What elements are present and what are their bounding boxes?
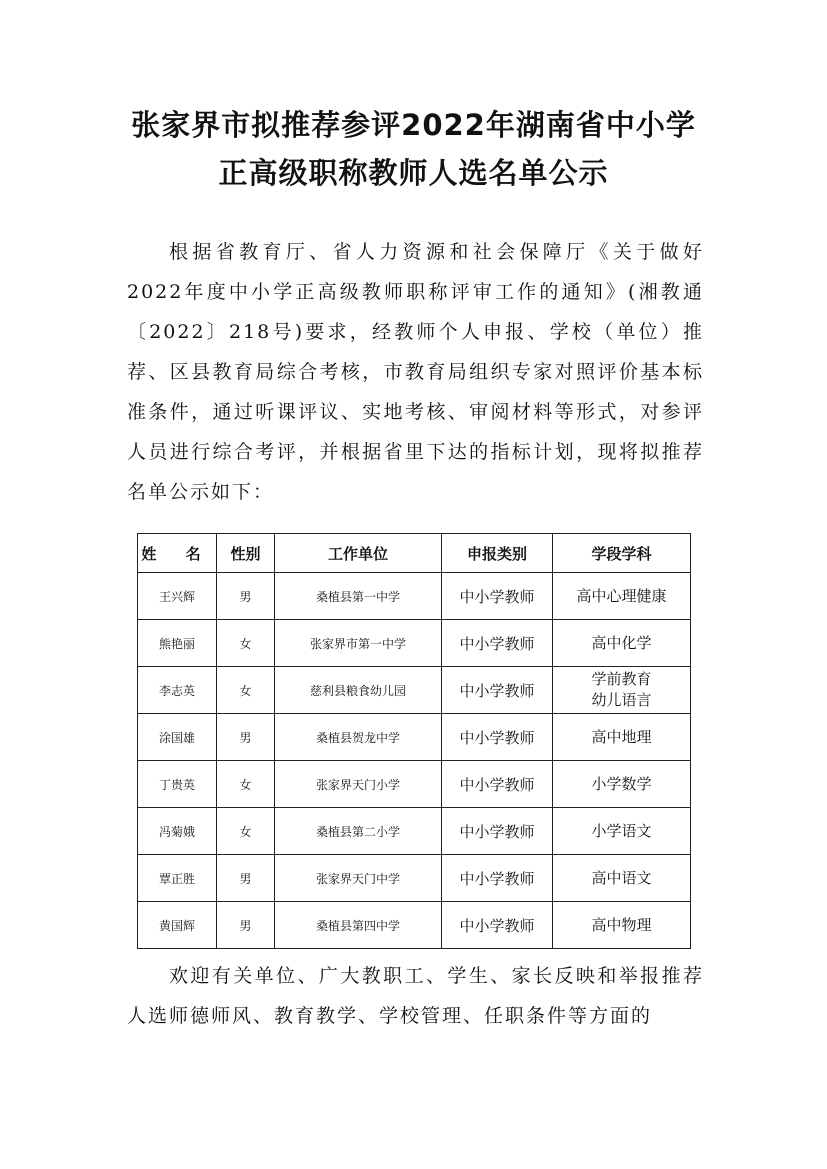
cell-gender: 女: [217, 808, 275, 855]
table-row: [138, 667, 691, 714]
cell-gender: 女: [217, 620, 275, 667]
cell-name: 丁贵英: [138, 761, 217, 808]
closing-paragraph: 欢迎有关单位、广大教职工、学生、家长反映和举报推荐人选师德师风、教育教学、学校管理、任职条件等方面的: [127, 965, 704, 1027]
cell-category: 中小学教师: [442, 902, 553, 949]
subject-line: 高中地理: [591, 727, 652, 746]
cell-subject: [553, 620, 691, 667]
nominee-table: [137, 533, 691, 949]
cell-unit: 桑植县贺龙中学: [275, 714, 442, 761]
cell-subject: [553, 573, 691, 620]
intro-paragraph: 根据省教育厅、省人力资源和社会保障厅《关于做好2022年度中小学正高级教师职称评审工作的通知》(湘教通〔2022〕218号)要求，经教师个人申报、学校（单位）推荐、区县教育局综合考核，市教育局组织专家对照评价基本标准条件，通过听课评议、实地考核、审阅材料等形式，对参评人员进行综合考评，并根据省里下达的指标计划，现将拟推荐名单公示如下：: [127, 241, 704, 503]
cell-unit: 张家界天门小学: [275, 761, 442, 808]
cell-name: 熊艳丽: [138, 620, 217, 667]
cell-gender: 男: [217, 573, 275, 620]
cell-subject: [553, 667, 691, 714]
cell-unit: 桑植县第一中学: [275, 573, 442, 620]
cell-category: 中小学教师: [442, 808, 553, 855]
cell-subject: [553, 902, 691, 949]
cell-subject: [553, 761, 691, 808]
cell-unit: 慈利县粮食幼儿园: [275, 667, 442, 714]
subject-line: 小学数学: [591, 774, 652, 793]
header-category: 申报类别: [442, 534, 553, 573]
header-subject: 学段学科: [553, 534, 691, 573]
cell-name: 涂国雄: [138, 714, 217, 761]
cell-category: 中小学教师: [442, 573, 553, 620]
cell-unit: 桑植县第二小学: [275, 808, 442, 855]
cell-name: 覃正胜: [138, 855, 217, 902]
subject-line: 高中语文: [591, 868, 652, 887]
cell-name: 李志英: [138, 667, 217, 714]
table-header-row: [138, 534, 691, 573]
table-body: [138, 573, 691, 949]
cell-unit: 张家界市第一中学: [275, 620, 442, 667]
header-name: 姓 名: [138, 534, 217, 573]
cell-category: 中小学教师: [442, 855, 553, 902]
cell-name: 冯菊娥: [138, 808, 217, 855]
cell-category: 中小学教师: [442, 714, 553, 761]
table-row: [138, 620, 691, 667]
subject-line: 高中心理健康: [576, 586, 667, 605]
cell-unit: 桑植县第四中学: [275, 902, 442, 949]
cell-subject: [553, 855, 691, 902]
document-title-line1: 张家界市拟推荐参评2022年湖南省中小学: [131, 108, 696, 142]
table-row: [138, 855, 691, 902]
document-title-line2: 正高级职称教师人选名单公示: [218, 156, 609, 190]
subject-line: 高中化学: [591, 633, 652, 652]
cell-subject: [553, 808, 691, 855]
cell-category: 中小学教师: [442, 761, 553, 808]
subject-line: 学前教育: [591, 670, 652, 688]
cell-name: 黄国辉: [138, 902, 217, 949]
table-row: [138, 573, 691, 620]
table-row: [138, 902, 691, 949]
subject-line-2: 幼儿语言: [591, 691, 652, 709]
header-unit: 工作单位: [275, 534, 442, 573]
cell-unit: 张家界天门中学: [275, 855, 442, 902]
cell-gender: 男: [217, 855, 275, 902]
cell-name: 王兴辉: [138, 573, 217, 620]
subject-line: 高中物理: [591, 915, 652, 934]
header-gender: 性别: [217, 534, 275, 573]
table-row: [138, 808, 691, 855]
table-row: [138, 761, 691, 808]
cell-gender: 男: [217, 902, 275, 949]
table-row: [138, 714, 691, 761]
cell-gender: 女: [217, 761, 275, 808]
subject-line: 小学语文: [591, 821, 652, 840]
cell-category: 中小学教师: [442, 620, 553, 667]
cell-category: 中小学教师: [442, 667, 553, 714]
cell-gender: 男: [217, 714, 275, 761]
cell-gender: 女: [217, 667, 275, 714]
cell-subject: [553, 714, 691, 761]
